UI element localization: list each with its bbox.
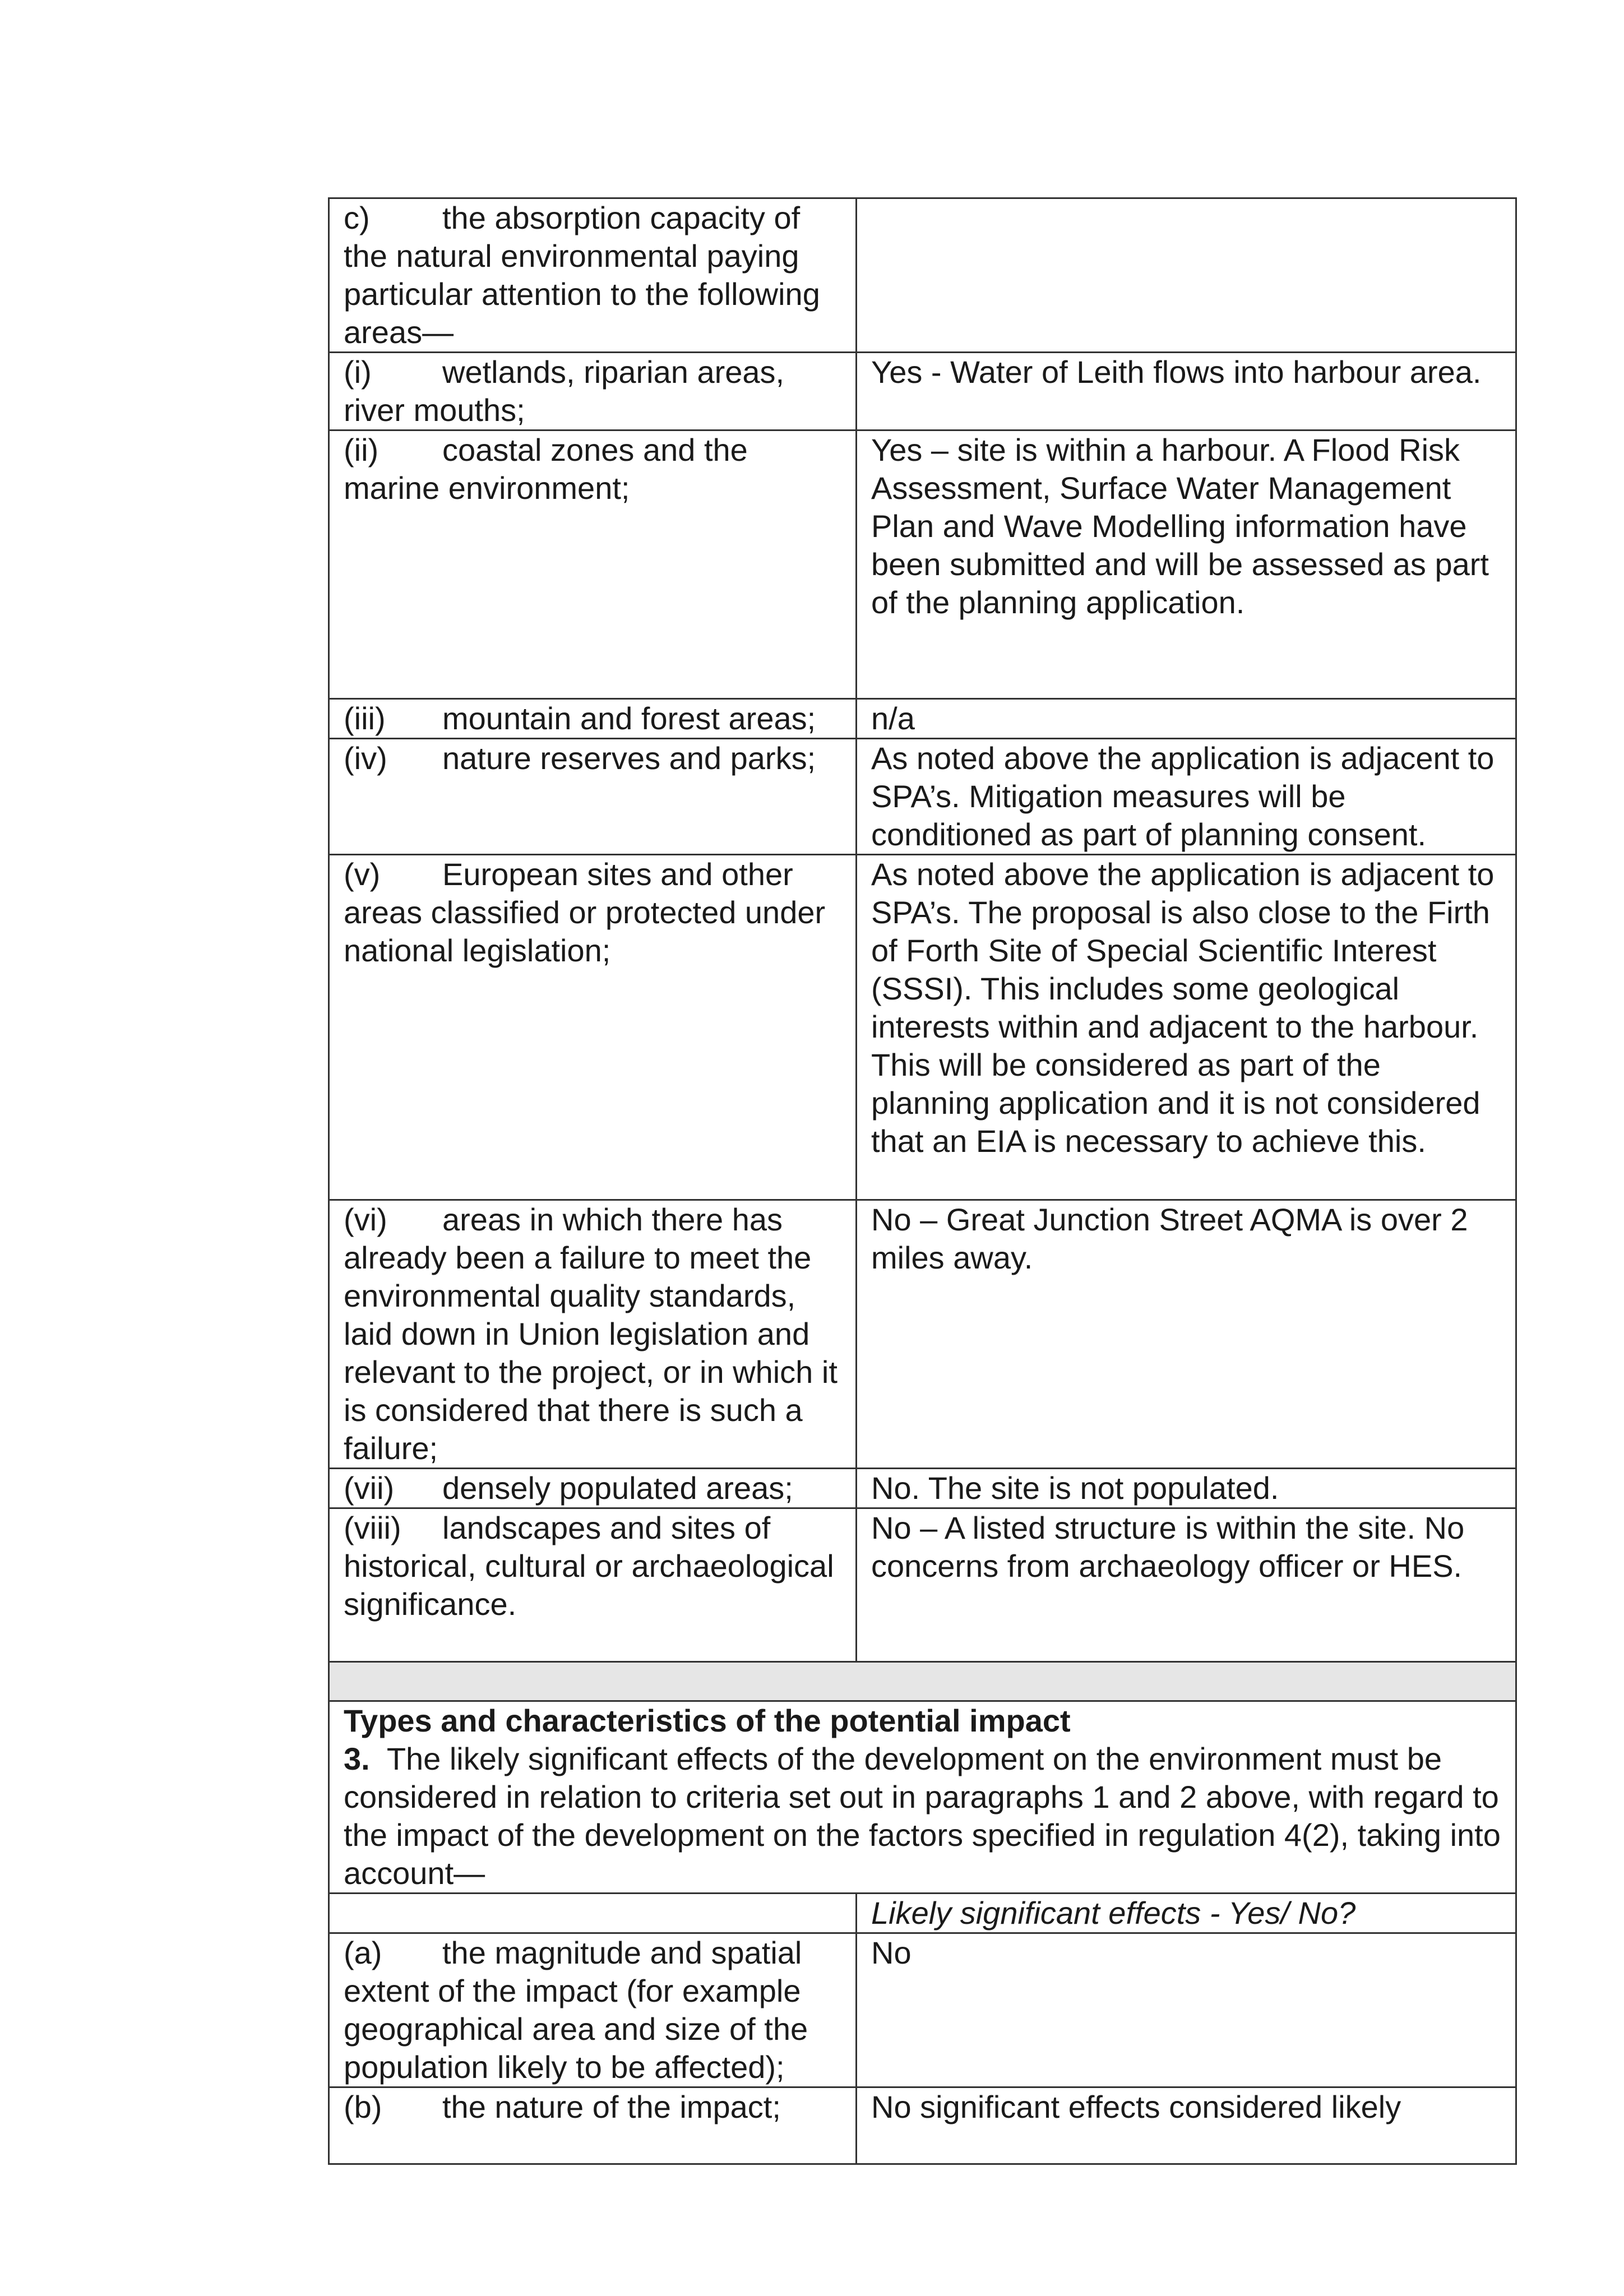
effects-header-row (329, 1894, 1516, 1933)
response-cell: No. The site is not populated. (857, 1469, 1516, 1508)
response-cell: No – A listed structure is within the site. No concerns from archaeology officer or HES. (857, 1508, 1516, 1662)
response-cell: No (857, 1933, 1516, 2087)
criterion-cell (329, 353, 857, 430)
table-row (329, 1508, 1516, 1662)
response-cell: Yes – site is within a harbour. A Flood Risk Assessment, Surface Water Management Plan and Wave Modelling information have been submitted and will be assessed as part of the planning application. (857, 430, 1516, 699)
criterion-number: (a) (344, 1935, 382, 1970)
criterion-text: nature reserves and parks; (442, 740, 816, 776)
criterion-cell (329, 1933, 857, 2087)
criterion-text: landscapes and sites of historical, cultural or archaeological significance. (344, 1510, 834, 1622)
table-row (329, 2087, 1516, 2164)
criterion-cell (329, 2087, 857, 2164)
section-cell (329, 1701, 1516, 1894)
effects-header-cell: Likely significant effects - Yes/ No? (857, 1894, 1516, 1933)
table-row (329, 430, 1516, 699)
table-row (329, 1469, 1516, 1508)
table-row (329, 855, 1516, 1200)
criterion-number: (vii) (344, 1470, 395, 1506)
response-cell (857, 198, 1516, 353)
criterion-text: wetlands, riparian areas, river mouths; (344, 354, 785, 428)
section-paragraph (344, 1740, 1502, 1892)
table-row (329, 353, 1516, 430)
criterion-number: (iii) (344, 701, 386, 736)
criterion-cell (329, 1508, 857, 1662)
table-row (329, 699, 1516, 739)
criterion-text: areas in which there has already been a failure to meet the environmental quality standards, laid down in Union legislation and relevant to the project, or in which it is considered that there is such a failure; (344, 1202, 838, 1466)
criterion-number: (v) (344, 857, 381, 892)
criterion-number: (viii) (344, 1510, 401, 1545)
response-cell: n/a (857, 699, 1516, 739)
criterion-number: c) (344, 200, 370, 235)
criterion-number: (vi) (344, 1202, 387, 1237)
empty-header-cell (329, 1894, 857, 1933)
response-cell: No significant effects considered likely (857, 2087, 1516, 2164)
criterion-cell (329, 739, 857, 855)
shaded-divider-cell (329, 1662, 1516, 1701)
criterion-number: (iv) (344, 740, 387, 776)
criterion-text: the magnitude and spatial extent of the impact (for example geographical area and size of the population likely to be affected); (344, 1935, 808, 2085)
criterion-text: the absorption capacity of the natural environmental paying particular attention to the following areas— (344, 200, 820, 350)
criterion-cell (329, 430, 857, 699)
criterion-number: (ii) (344, 432, 379, 467)
response-cell: No – Great Junction Street AQMA is over 2 miles away. (857, 1200, 1516, 1469)
section-row (329, 1701, 1516, 1894)
table-row (329, 739, 1516, 855)
criterion-text: European sites and other areas classified or protected under national legislation; (344, 857, 826, 968)
criterion-number: (b) (344, 2089, 382, 2124)
criterion-cell (329, 855, 857, 1200)
response-cell: As noted above the application is adjacent to SPA’s. Mitigation measures will be conditioned as part of planning consent. (857, 739, 1516, 855)
criterion-text: mountain and forest areas; (442, 701, 816, 736)
criterion-text: densely populated areas; (442, 1470, 793, 1506)
paragraph-text: The likely significant effects of the development on the environment must be considered in relation to criteria set out in paragraphs 1 and 2 above, with regard to the impact of the development on the factors specified in regulation 4(2), taking into account— (344, 1741, 1501, 1891)
criterion-cell (329, 1200, 857, 1469)
shaded-divider-row (329, 1662, 1516, 1701)
criterion-number: (i) (344, 354, 372, 390)
criterion-cell (329, 1469, 857, 1508)
section-heading: Types and characteristics of the potential impact (344, 1703, 1071, 1738)
response-cell: Yes - Water of Leith flows into harbour area. (857, 353, 1516, 430)
response-cell: As noted above the application is adjacent to SPA’s. The proposal is also close to the Firth of Forth Site of Special Scientific Interest (SSSI). This includes some geological interests within and adjacent to the harbour. This will be considered as part of the planning application and it is not considered that an EIA is necessary to achieve this. (857, 855, 1516, 1200)
table-row (329, 1200, 1516, 1469)
screening-criteria-table (328, 197, 1517, 2165)
table-row (329, 198, 1516, 353)
criterion-cell (329, 699, 857, 739)
criterion-text: coastal zones and the marine environment; (344, 432, 748, 506)
table-row (329, 1933, 1516, 2087)
paragraph-number: 3. (344, 1741, 370, 1776)
criterion-text: the nature of the impact; (442, 2089, 781, 2124)
criterion-cell (329, 198, 857, 353)
